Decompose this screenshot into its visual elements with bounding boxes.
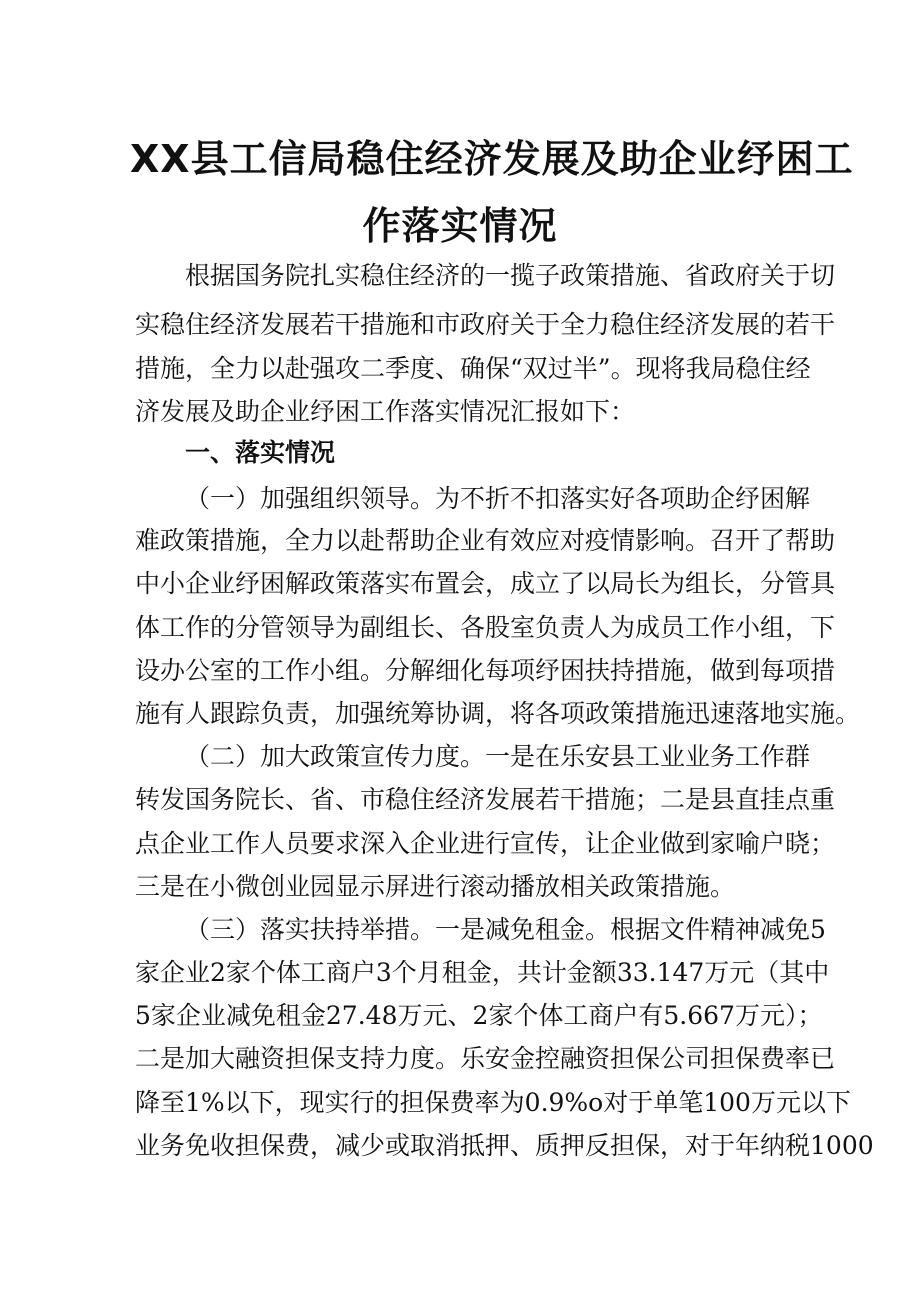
paragraph-1-line: 设办公室的工作小组。分解细化每项纾困扶持措施，做到每项措 bbox=[135, 656, 836, 685]
paragraph-3-line: 二是加大融资担保支持力度。乐安金控融资担保公司担保费率已 bbox=[135, 1044, 836, 1073]
intro-line: 根据国务院扎实稳住经济的一揽子政策措施、省政府关于切 bbox=[185, 261, 836, 290]
intro-line: 济发展及助企业纾困工作落实情况汇报如下： bbox=[135, 397, 636, 426]
paragraph-3-line: （三）落实扶持举措。一是减免租金。根据文件精神减免5 bbox=[185, 915, 826, 944]
paragraph-2-line: 转发国务院长、省、市稳住经济发展若干措施；二是县直挂点重 bbox=[135, 785, 836, 814]
paragraph-2-line: （二）加大政策宣传力度。一是在乐安县工业业务工作群 bbox=[185, 742, 811, 771]
paragraph-1-line: 难政策措施，全力以赴帮助企业有效应对疫情影响。召开了帮助 bbox=[135, 526, 836, 555]
section-heading: 一、落实情况 bbox=[185, 438, 336, 467]
document-title-line-1: XX县工信局稳住经济发展及助企业纾困工 bbox=[130, 137, 854, 181]
paragraph-2-line: 点企业工作人员要求深入企业进行宣传，让企业做到家喻户晓； bbox=[135, 829, 836, 858]
paragraph-3-line: 5家企业减免租金27.48万元、2家个体工商户有5.667万元）； bbox=[135, 1001, 823, 1030]
paragraph-1-line: 体工作的分管领导为副组长、各股室负责人为成员工作小组，下 bbox=[135, 613, 836, 642]
intro-line: 措施，全力以赴强攻二季度、确保“双过半”。现将我局稳住经 bbox=[135, 354, 811, 383]
paragraph-3-line: 降至1%以下，现实行的担保费率为0.9%o对于单笔100万元以下 bbox=[135, 1088, 851, 1117]
document-title-line-2: 作落实情况 bbox=[362, 204, 558, 248]
intro-line: 实稳住经济发展若干措施和市政府关于全力稳住经济发展的若干 bbox=[135, 310, 836, 339]
paragraph-2-line: 三是在小微创业园显示屏进行滚动播放相关政策措施。 bbox=[135, 872, 736, 901]
paragraph-3-line: 家企业2家个体工商户3个月租金，共计金额33.147万元（其中 bbox=[135, 958, 830, 987]
paragraph-1-line: （一）加强组织领导。为不折不扣落实好各项助企纾困解 bbox=[185, 484, 811, 513]
paragraph-1-line: 中小企业纾困解政策落实布置会，成立了以局长为组长，分管具 bbox=[135, 569, 836, 598]
paragraph-3-line: 业务免收担保费，减少或取消抵押、质押反担保，对于年纳税1000 bbox=[135, 1131, 874, 1160]
paragraph-1-line: 施有人跟踪负责，加强统筹协调，将各项政策措施迅速落地实施。 bbox=[135, 699, 861, 728]
